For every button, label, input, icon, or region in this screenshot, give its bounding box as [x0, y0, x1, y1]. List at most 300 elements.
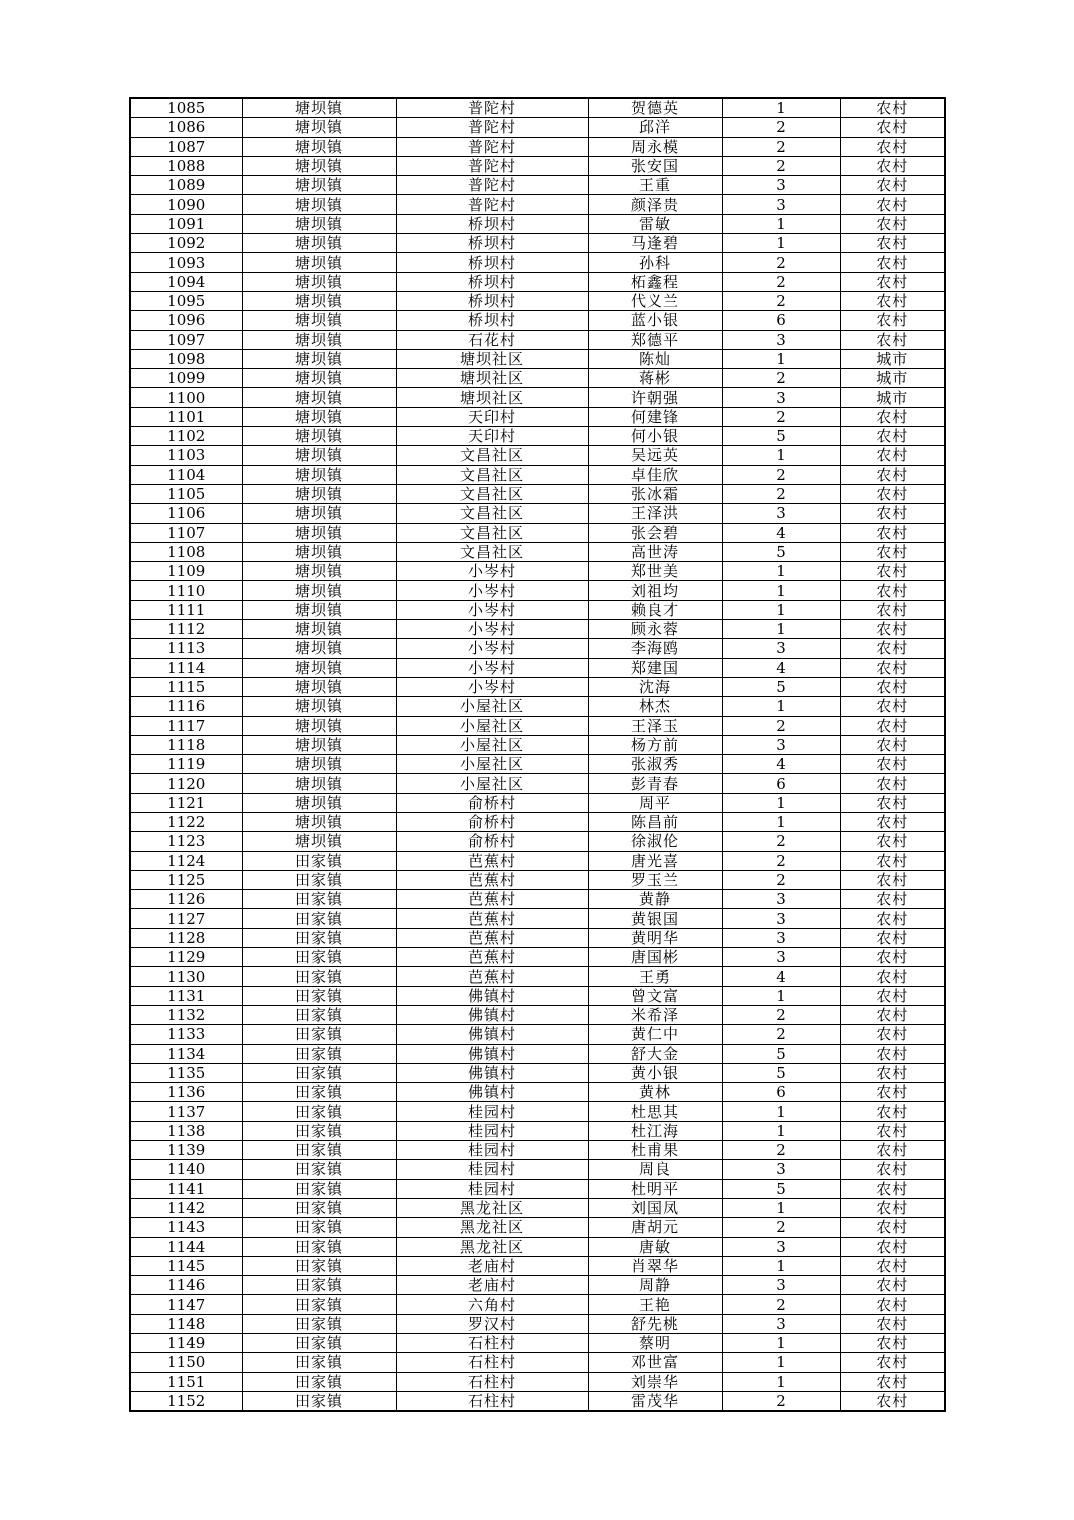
table-row	[130, 1102, 945, 1121]
row-number-cell: 1116	[130, 697, 242, 716]
name-cell: 郑德平	[588, 330, 722, 349]
table-row	[130, 967, 945, 986]
table-row	[130, 195, 945, 214]
town-cell: 塘坝镇	[242, 427, 396, 446]
table-row	[130, 1044, 945, 1063]
table-row	[130, 330, 945, 349]
name-cell: 周静	[588, 1276, 722, 1295]
table-row	[130, 369, 945, 388]
row-number-cell: 1130	[130, 967, 242, 986]
count-cell: 1	[722, 620, 840, 639]
count-cell: 1	[722, 697, 840, 716]
name-cell: 顾永蓉	[588, 620, 722, 639]
village-cell: 普陀村	[396, 137, 588, 156]
name-cell: 唐国彬	[588, 948, 722, 967]
type-cell: 农村	[840, 1276, 945, 1295]
village-cell: 小屋社区	[396, 774, 588, 793]
count-cell: 1	[722, 562, 840, 581]
town-cell: 塘坝镇	[242, 195, 396, 214]
name-cell: 张冰霜	[588, 484, 722, 503]
name-cell: 卓佳欣	[588, 465, 722, 484]
village-cell: 俞桥村	[396, 832, 588, 851]
table-row	[130, 1353, 945, 1372]
count-cell: 2	[722, 465, 840, 484]
table-row	[130, 504, 945, 523]
type-cell: 农村	[840, 948, 945, 967]
village-cell: 芭蕉村	[396, 851, 588, 870]
row-number-cell: 1096	[130, 311, 242, 330]
type-cell: 农村	[840, 446, 945, 465]
type-cell: 农村	[840, 214, 945, 233]
count-cell: 1	[722, 1256, 840, 1275]
type-cell: 农村	[840, 967, 945, 986]
town-cell: 塘坝镇	[242, 272, 396, 291]
type-cell: 农村	[840, 504, 945, 523]
table-row	[130, 812, 945, 831]
town-cell: 塘坝镇	[242, 542, 396, 561]
type-cell: 农村	[840, 986, 945, 1005]
village-cell: 芭蕉村	[396, 948, 588, 967]
name-cell: 陈昌前	[588, 812, 722, 831]
type-cell: 农村	[840, 832, 945, 851]
town-cell: 田家镇	[242, 1063, 396, 1082]
type-cell: 农村	[840, 330, 945, 349]
name-cell: 孙科	[588, 253, 722, 272]
count-cell: 2	[722, 1025, 840, 1044]
village-cell: 天印村	[396, 427, 588, 446]
type-cell: 农村	[840, 716, 945, 735]
table-row	[130, 311, 945, 330]
row-number-cell: 1145	[130, 1256, 242, 1275]
type-cell: 农村	[840, 812, 945, 831]
village-cell: 桥坝村	[396, 234, 588, 253]
row-number-cell: 1093	[130, 253, 242, 272]
count-cell: 6	[722, 1083, 840, 1102]
count-cell: 1	[722, 986, 840, 1005]
name-cell: 王泽玉	[588, 716, 722, 735]
type-cell: 农村	[840, 658, 945, 677]
row-number-cell: 1142	[130, 1198, 242, 1217]
row-number-cell: 1110	[130, 581, 242, 600]
table-row	[130, 658, 945, 677]
count-cell: 3	[722, 890, 840, 909]
count-cell: 2	[722, 1391, 840, 1411]
type-cell: 农村	[840, 291, 945, 310]
name-cell: 李海鸥	[588, 639, 722, 658]
village-cell: 石柱村	[396, 1353, 588, 1372]
row-number-cell: 1136	[130, 1083, 242, 1102]
table-row	[130, 793, 945, 812]
type-cell: 农村	[840, 620, 945, 639]
village-cell: 塘坝社区	[396, 388, 588, 407]
row-number-cell: 1091	[130, 214, 242, 233]
town-cell: 塘坝镇	[242, 639, 396, 658]
village-cell: 黑龙社区	[396, 1218, 588, 1237]
table-row	[130, 639, 945, 658]
town-cell: 田家镇	[242, 890, 396, 909]
type-cell: 农村	[840, 1063, 945, 1082]
town-cell: 塘坝镇	[242, 291, 396, 310]
table-row	[130, 890, 945, 909]
name-cell: 高世涛	[588, 542, 722, 561]
name-cell: 许朝强	[588, 388, 722, 407]
type-cell: 农村	[840, 1295, 945, 1314]
name-cell: 黄小银	[588, 1063, 722, 1082]
count-cell: 1	[722, 812, 840, 831]
village-cell: 文昌社区	[396, 523, 588, 542]
town-cell: 田家镇	[242, 1372, 396, 1391]
type-cell: 农村	[840, 1314, 945, 1333]
table-row	[130, 523, 945, 542]
village-cell: 塘坝社区	[396, 369, 588, 388]
type-cell: 农村	[840, 851, 945, 870]
village-cell: 小屋社区	[396, 697, 588, 716]
type-cell: 农村	[840, 427, 945, 446]
village-cell: 桂园村	[396, 1179, 588, 1198]
table-row	[130, 677, 945, 696]
table-row	[130, 1237, 945, 1256]
town-cell: 塘坝镇	[242, 156, 396, 175]
type-cell: 农村	[840, 98, 945, 118]
town-cell: 田家镇	[242, 1141, 396, 1160]
table-row	[130, 465, 945, 484]
count-cell: 1	[722, 581, 840, 600]
town-cell: 田家镇	[242, 1005, 396, 1024]
row-number-cell: 1088	[130, 156, 242, 175]
town-cell: 塘坝镇	[242, 330, 396, 349]
name-cell: 何建锋	[588, 407, 722, 426]
name-cell: 刘国凤	[588, 1198, 722, 1217]
village-cell: 芭蕉村	[396, 909, 588, 928]
count-cell: 2	[722, 407, 840, 426]
village-cell: 小岑村	[396, 620, 588, 639]
village-cell: 佛镇村	[396, 1005, 588, 1024]
count-cell: 4	[722, 523, 840, 542]
count-cell: 3	[722, 388, 840, 407]
village-cell: 芭蕉村	[396, 870, 588, 889]
row-number-cell: 1147	[130, 1295, 242, 1314]
table-row	[130, 1276, 945, 1295]
count-cell: 2	[722, 253, 840, 272]
count-cell: 1	[722, 1102, 840, 1121]
village-cell: 桂园村	[396, 1141, 588, 1160]
name-cell: 杜江海	[588, 1121, 722, 1140]
village-cell: 文昌社区	[396, 504, 588, 523]
count-cell: 4	[722, 658, 840, 677]
type-cell: 农村	[840, 1160, 945, 1179]
type-cell: 农村	[840, 484, 945, 503]
count-cell: 1	[722, 98, 840, 118]
table-row	[130, 272, 945, 291]
count-cell: 2	[722, 484, 840, 503]
table-row	[130, 427, 945, 446]
village-cell: 佛镇村	[396, 1063, 588, 1082]
count-cell: 3	[722, 639, 840, 658]
type-cell: 农村	[840, 311, 945, 330]
name-cell: 代义兰	[588, 291, 722, 310]
town-cell: 田家镇	[242, 851, 396, 870]
count-cell: 4	[722, 967, 840, 986]
table-row	[130, 909, 945, 928]
count-cell: 1	[722, 349, 840, 368]
town-cell: 田家镇	[242, 1334, 396, 1353]
row-number-cell: 1150	[130, 1353, 242, 1372]
table-row	[130, 1218, 945, 1237]
count-cell: 3	[722, 1314, 840, 1333]
village-cell: 石柱村	[396, 1334, 588, 1353]
town-cell: 塘坝镇	[242, 716, 396, 735]
count-cell: 1	[722, 1353, 840, 1372]
name-cell: 黄银国	[588, 909, 722, 928]
row-number-cell: 1127	[130, 909, 242, 928]
row-number-cell: 1120	[130, 774, 242, 793]
town-cell: 田家镇	[242, 1025, 396, 1044]
row-number-cell: 1095	[130, 291, 242, 310]
type-cell: 农村	[840, 870, 945, 889]
town-cell: 塘坝镇	[242, 697, 396, 716]
count-cell: 1	[722, 793, 840, 812]
table-row	[130, 620, 945, 639]
table-row	[130, 1391, 945, 1411]
town-cell: 塘坝镇	[242, 581, 396, 600]
town-cell: 塘坝镇	[242, 812, 396, 831]
row-number-cell: 1103	[130, 446, 242, 465]
table-row	[130, 349, 945, 368]
count-cell: 1	[722, 234, 840, 253]
village-cell: 桥坝村	[396, 311, 588, 330]
row-number-cell: 1138	[130, 1121, 242, 1140]
type-cell: 农村	[840, 234, 945, 253]
name-cell: 唐敏	[588, 1237, 722, 1256]
village-cell: 小岑村	[396, 639, 588, 658]
town-cell: 田家镇	[242, 909, 396, 928]
name-cell: 刘祖均	[588, 581, 722, 600]
town-cell: 塘坝镇	[242, 234, 396, 253]
type-cell: 农村	[840, 1179, 945, 1198]
count-cell: 5	[722, 1044, 840, 1063]
row-number-cell: 1092	[130, 234, 242, 253]
town-cell: 田家镇	[242, 948, 396, 967]
town-cell: 塘坝镇	[242, 118, 396, 137]
village-cell: 佛镇村	[396, 986, 588, 1005]
row-number-cell: 1113	[130, 639, 242, 658]
row-number-cell: 1129	[130, 948, 242, 967]
count-cell: 5	[722, 542, 840, 561]
name-cell: 彭青春	[588, 774, 722, 793]
village-cell: 黑龙社区	[396, 1237, 588, 1256]
name-cell: 马逢碧	[588, 234, 722, 253]
name-cell: 吴远英	[588, 446, 722, 465]
count-cell: 1	[722, 214, 840, 233]
type-cell: 城市	[840, 369, 945, 388]
table-row	[130, 446, 945, 465]
row-number-cell: 1146	[130, 1276, 242, 1295]
name-cell: 张安国	[588, 156, 722, 175]
count-cell: 2	[722, 1218, 840, 1237]
row-number-cell: 1126	[130, 890, 242, 909]
village-cell: 老庙村	[396, 1256, 588, 1275]
row-number-cell: 1128	[130, 928, 242, 947]
village-cell: 小岑村	[396, 581, 588, 600]
type-cell: 农村	[840, 562, 945, 581]
village-cell: 佛镇村	[396, 1025, 588, 1044]
name-cell: 唐胡元	[588, 1218, 722, 1237]
row-number-cell: 1149	[130, 1334, 242, 1353]
count-cell: 2	[722, 716, 840, 735]
town-cell: 塘坝镇	[242, 562, 396, 581]
row-number-cell: 1135	[130, 1063, 242, 1082]
town-cell: 塘坝镇	[242, 658, 396, 677]
count-cell: 3	[722, 1160, 840, 1179]
name-cell: 贺德英	[588, 98, 722, 118]
table-row	[130, 291, 945, 310]
village-cell: 桂园村	[396, 1102, 588, 1121]
name-cell: 杨方前	[588, 735, 722, 754]
row-number-cell: 1114	[130, 658, 242, 677]
table-row	[130, 214, 945, 233]
count-cell: 3	[722, 735, 840, 754]
name-cell: 张淑秀	[588, 755, 722, 774]
town-cell: 田家镇	[242, 870, 396, 889]
row-number-cell: 1125	[130, 870, 242, 889]
town-cell: 塘坝镇	[242, 677, 396, 696]
town-cell: 塘坝镇	[242, 176, 396, 195]
row-number-cell: 1109	[130, 562, 242, 581]
table-body	[130, 98, 945, 1411]
type-cell: 农村	[840, 890, 945, 909]
village-cell: 老庙村	[396, 1276, 588, 1295]
type-cell: 农村	[840, 253, 945, 272]
name-cell: 王重	[588, 176, 722, 195]
town-cell: 塘坝镇	[242, 832, 396, 851]
village-cell: 小屋社区	[396, 716, 588, 735]
town-cell: 田家镇	[242, 1083, 396, 1102]
village-cell: 石柱村	[396, 1391, 588, 1411]
table-row	[130, 851, 945, 870]
town-cell: 塘坝镇	[242, 388, 396, 407]
village-cell: 芭蕉村	[396, 890, 588, 909]
village-cell: 芭蕉村	[396, 928, 588, 947]
row-number-cell: 1089	[130, 176, 242, 195]
village-cell: 桂园村	[396, 1121, 588, 1140]
type-cell: 农村	[840, 1353, 945, 1372]
village-cell: 普陀村	[396, 98, 588, 118]
village-cell: 小岑村	[396, 562, 588, 581]
type-cell: 农村	[840, 677, 945, 696]
count-cell: 1	[722, 1334, 840, 1353]
table-row	[130, 600, 945, 619]
name-cell: 王泽洪	[588, 504, 722, 523]
village-cell: 石花村	[396, 330, 588, 349]
village-cell: 桥坝村	[396, 272, 588, 291]
town-cell: 田家镇	[242, 1295, 396, 1314]
row-number-cell: 1117	[130, 716, 242, 735]
table-row	[130, 98, 945, 118]
table-row	[130, 1141, 945, 1160]
type-cell: 农村	[840, 176, 945, 195]
town-cell: 田家镇	[242, 1044, 396, 1063]
type-cell: 农村	[840, 137, 945, 156]
name-cell: 徐淑伦	[588, 832, 722, 851]
town-cell: 塘坝镇	[242, 407, 396, 426]
row-number-cell: 1118	[130, 735, 242, 754]
name-cell: 刘崇华	[588, 1372, 722, 1391]
row-number-cell: 1152	[130, 1391, 242, 1411]
type-cell: 城市	[840, 349, 945, 368]
village-cell: 文昌社区	[396, 542, 588, 561]
table-row	[130, 832, 945, 851]
village-cell: 天印村	[396, 407, 588, 426]
row-number-cell: 1115	[130, 677, 242, 696]
count-cell: 2	[722, 1141, 840, 1160]
row-number-cell: 1086	[130, 118, 242, 137]
row-number-cell: 1104	[130, 465, 242, 484]
row-number-cell: 1137	[130, 1102, 242, 1121]
row-number-cell: 1121	[130, 793, 242, 812]
town-cell: 田家镇	[242, 1160, 396, 1179]
row-number-cell: 1100	[130, 388, 242, 407]
table-row	[130, 137, 945, 156]
village-cell: 罗汉村	[396, 1314, 588, 1333]
row-number-cell: 1148	[130, 1314, 242, 1333]
row-number-cell: 1132	[130, 1005, 242, 1024]
type-cell: 农村	[840, 1102, 945, 1121]
count-cell: 1	[722, 1372, 840, 1391]
town-cell: 塘坝镇	[242, 214, 396, 233]
name-cell: 郑世美	[588, 562, 722, 581]
town-cell: 田家镇	[242, 1179, 396, 1198]
table-row	[130, 716, 945, 735]
count-cell: 4	[722, 755, 840, 774]
row-number-cell: 1106	[130, 504, 242, 523]
name-cell: 周良	[588, 1160, 722, 1179]
type-cell: 农村	[840, 735, 945, 754]
name-cell: 周平	[588, 793, 722, 812]
town-cell: 塘坝镇	[242, 484, 396, 503]
table-row	[130, 735, 945, 754]
type-cell: 农村	[840, 1198, 945, 1217]
village-cell: 桥坝村	[396, 253, 588, 272]
town-cell: 田家镇	[242, 1198, 396, 1217]
row-number-cell: 1151	[130, 1372, 242, 1391]
type-cell: 农村	[840, 1372, 945, 1391]
row-number-cell: 1112	[130, 620, 242, 639]
name-cell: 杜甫果	[588, 1141, 722, 1160]
count-cell: 2	[722, 137, 840, 156]
count-cell: 1	[722, 1121, 840, 1140]
town-cell: 田家镇	[242, 1391, 396, 1411]
name-cell: 舒先桃	[588, 1314, 722, 1333]
row-number-cell: 1090	[130, 195, 242, 214]
name-cell: 陈灿	[588, 349, 722, 368]
count-cell: 2	[722, 870, 840, 889]
row-number-cell: 1105	[130, 484, 242, 503]
village-cell: 俞桥村	[396, 812, 588, 831]
type-cell: 农村	[840, 909, 945, 928]
name-cell: 雷敏	[588, 214, 722, 233]
count-cell: 6	[722, 774, 840, 793]
name-cell: 邓世富	[588, 1353, 722, 1372]
row-number-cell: 1143	[130, 1218, 242, 1237]
type-cell: 农村	[840, 542, 945, 561]
row-number-cell: 1131	[130, 986, 242, 1005]
row-number-cell: 1140	[130, 1160, 242, 1179]
village-cell: 普陀村	[396, 156, 588, 175]
town-cell: 塘坝镇	[242, 369, 396, 388]
table-row	[130, 1179, 945, 1198]
type-cell: 农村	[840, 1256, 945, 1275]
table-row	[130, 176, 945, 195]
